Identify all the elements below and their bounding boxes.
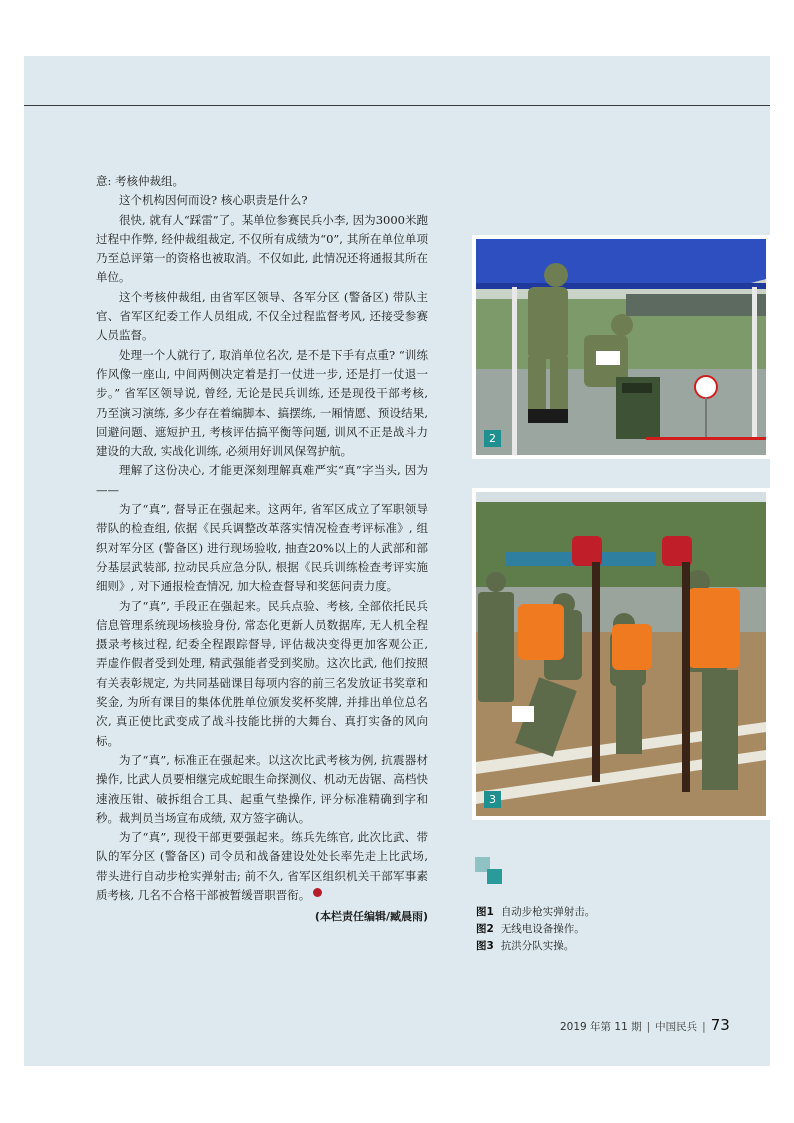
photo-flood-drill [472, 488, 770, 820]
paragraph: 很快, 就有人“踩雷”了。某单位参赛民兵小李, 因为3000米跑过程中作弊, 经仲裁组裁定, 不仅所有成绩为“0”, 其所在单位单项乃至总评第一的资格也被取消。不仅如此, 此情况还将通报其所在单位。 [96, 212, 428, 285]
article-body [96, 172, 428, 927]
paragraph: 意: 考核仲裁组。 [96, 174, 185, 188]
footer-separator: | [646, 1021, 651, 1033]
footer-issue: 2019 年第 11 期 [560, 1021, 642, 1033]
paragraph: 为了“真”, 标准正在强起来。以这次比武考核为例, 抗震器材操作, 比武人员要相继完成蛇眼生命探测仪、机动无齿锯、高档快速液压钳、破拆组合工具、起重气垫操作, 评分标准精确到字和秒。裁判员当场宣布成绩, 双方签字确认。 [96, 752, 428, 825]
paragraph: 为了“真”, 督导正在强起来。这两年, 省军区成立了军职领导带队的检查组, 依据《民兵调整改革落实情况检查考评标准》, 组织对军分区 (警备区) 进行现场验收, 抽查20%以上的人武部和部分基层武装部, 拉动民兵应急分队, 根据《民兵训练检查考评实施细则》, 对下通报检查情况, 加大检查督导和奖惩问责力度。 [96, 502, 428, 594]
photo-flood-illustration [476, 492, 766, 816]
paragraph: 这个考核仲裁组, 由省军区领导、各军分区 (警备区) 带队主官、省军区纪委工作人员组成, 不仅全过程监督考风, 还接受参赛人员监督。 [96, 289, 428, 343]
photo-radio-illustration [476, 239, 766, 455]
editor-credit: (本栏责任编辑/臧晨雨) [314, 910, 428, 924]
paragraph: 理解了这份决心, 才能更深刻理解真难严实“真”字当头, 因为—— [96, 463, 428, 497]
deco-square [487, 869, 502, 884]
paragraph-last-text: 为了“真”, 现役干部更要强起来。练兵先练官, 此次比武、带队的军分区 (警备区) 司令员和战备建设处处长率先走上比武场, 带头进行自动步枪实弹射击; 前不久, 省军区组织机关干部军事素质考核, 几名不合格干部被暂缓晋职晋衔。 [96, 830, 428, 902]
photo-radio-operation [472, 235, 770, 459]
end-mark-icon [313, 888, 322, 897]
footer-separator: | [702, 1021, 706, 1033]
photo-captions [476, 904, 595, 955]
page-number: 73 [710, 1016, 730, 1034]
paragraph: 处理一个人就行了, 取消单位名次, 是不是下手有点重? “训练作风像一座山, 中间两侧决定着是打一仗进一步, 还是打一仗退一步。” 省军区领导说, 曾经, 无论是民兵训练, 还是现役干部考核, 乃至演习演练, 多少存在着编脚本、搞摆练, 一厢情愿、预设结果, 回避问题、遮短护丑, 考核评估搞平衡等问题, 训风不正是战斗力建设的大敌, 实战化训练, 必须用好训风保驾护航。 [96, 347, 428, 459]
footer-magazine: 中国民兵 [655, 1021, 698, 1033]
caption-3: 图3 抗洪分队实操。 [476, 940, 575, 952]
paragraph-last [96, 828, 428, 905]
paragraph: 为了“真”, 手段正在强起来。民兵点验、考核, 全部依托民兵信息管理系统现场核验身份, 常态化更新人员数据库, 无人机全程摄录考核过程, 纪委全程跟踪督导, 评估裁决变得更加客观公正, 弄虚作假者受到处理, 精武强能者受到奖励。这次比武, 他们按照有关表彰规定, 为共同基础课目每项内容的前三名发放证书奖章和奖金, 为所有课目的集体优胜单位颁发奖杯奖牌, 并排出单位总名次, 真正使比武变成了战斗技能比拼的大舞台、真打实备的风向标。 [96, 598, 428, 748]
decorative-squares-icon [475, 857, 505, 887]
photo-number-badge: 3 [484, 791, 501, 808]
caption-1: 图1 自动步枪实弹射击。 [476, 906, 596, 918]
photo-number-badge: 2 [484, 430, 501, 447]
page-footer [560, 1016, 730, 1034]
paragraph: 这个机构因何而设? 核心职责是什么? [119, 193, 308, 208]
caption-2: 图2 无线电设备操作。 [476, 923, 585, 935]
header-rule [24, 105, 770, 106]
